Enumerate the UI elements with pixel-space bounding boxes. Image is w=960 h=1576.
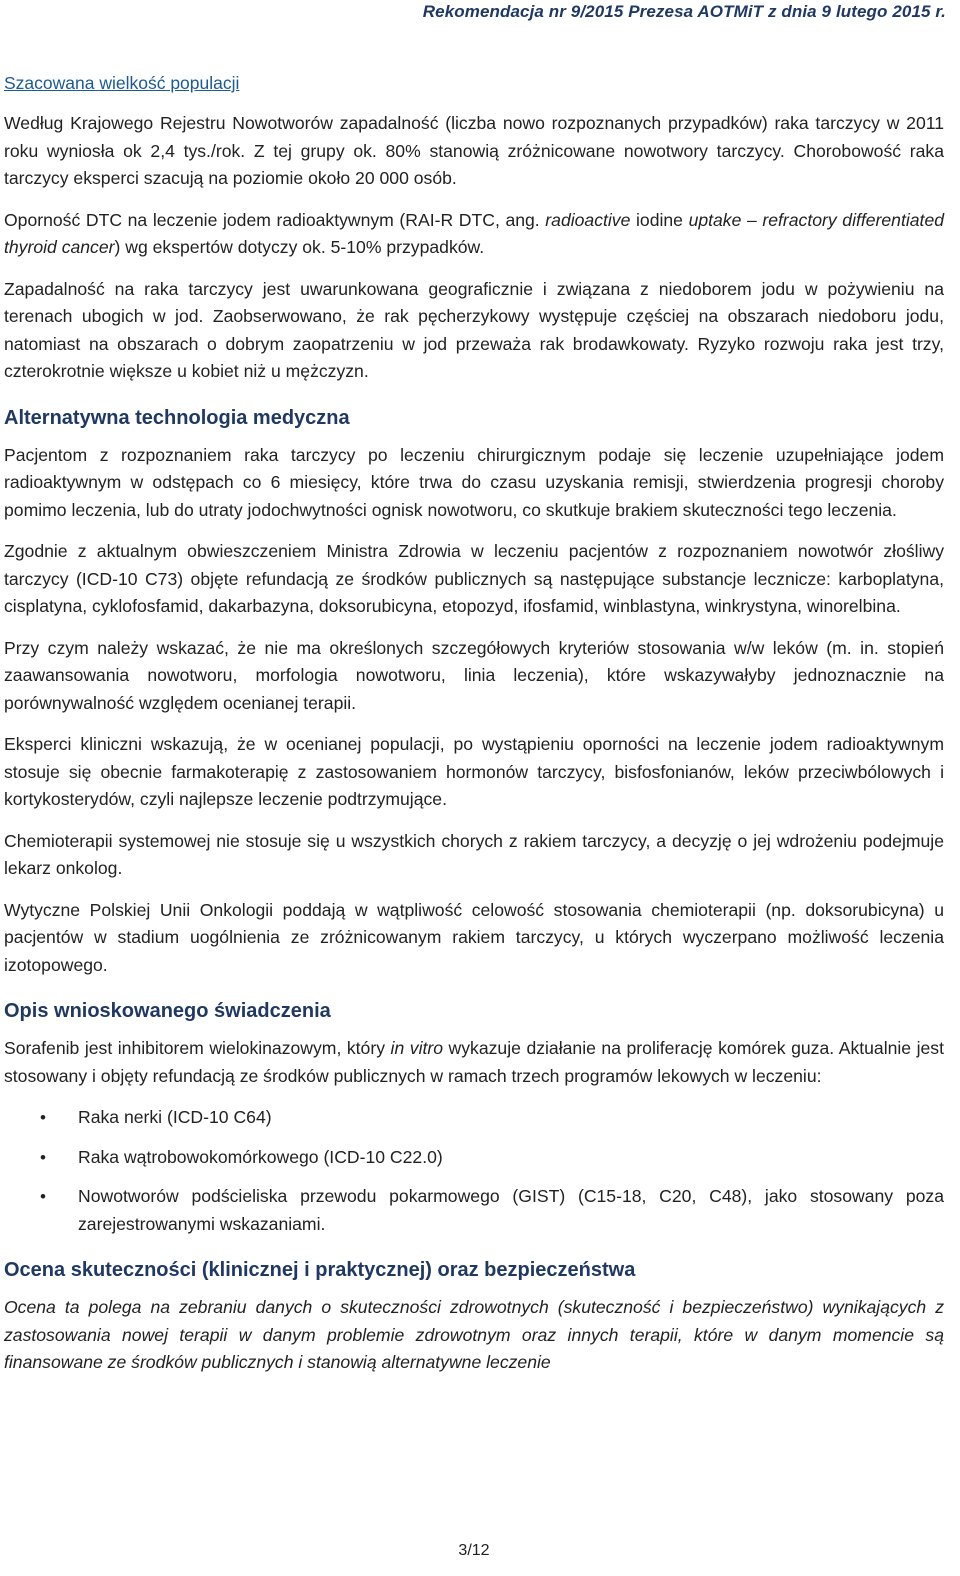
paragraph-incidence: Według Krajowego Rejestru Nowotworów zapadalność (liczba nowo rozpoznanych przypadków) raka tarczycy w 2011 roku wyniosła ok 2,4 tys./rok. Z tej grupy ok. 80% stanowią zróżnicowane nowotwory tarczycy. Chorobowość raka tarczycy eksperci szacują na poziomie około 20 000 osób. [4,113,944,188]
section-title-efficacy: Ocena skuteczności (klinicznej i praktycznej) oraz bezpieczeństwa [4,1259,636,1281]
text-segment: Sorafenib jest inhibitorem wielokinazowym, który [4,1038,391,1058]
italic-term: radioactive [545,209,631,230]
document-body [4,72,944,1391]
list-item: • Raka wątrobowokomórkowego (ICD-10 C22.0) [4,1144,944,1172]
section-title-alternative: Alternatywna technologia medyczna [4,406,350,429]
section-title-proposed: Opis wnioskowanego świadczenia [4,1000,331,1022]
paragraph-criteria: Przy czym należy wskazać, że nie ma określonych szczegółowych kryteriów stosowania w/w leków (m. in. stopień zaawansowania nowotworu, morfologia nowotworu, linia leczenia), które wskazywałyby jednoznacznie na porównywalność względem ocenianej terapii. [4,637,944,713]
page-number: 3/12 [458,1542,490,1559]
text-segment: ) wg ekspertów dotyczy ok. 5-10% przypadków. [114,237,485,257]
text-segment: Oporność DTC na leczenie jodem radioaktywnym (RAI-R DTC, ang. [4,209,546,230]
paragraph-chemotherapy: Chemioterapii systemowej nie stosuje się u wszystkich chorych z rakiem tarczycy, a decyzję o jej wdrożeniu podejmuje lekarz onkolog. [4,830,944,878]
paragraph-radioiodine: Pacjentom z rozpoznaniem raka tarczycy po leczeniu chirurgicznym podaje się leczenie uzupełniające jodem radioaktywnym w odstępach co 6 miesięcy, które trwa do czasu uzyskania remisji, stwierdzenia progresji choroby pomimo leczenia, lub do utraty jodochwytności ognisk nowotworu, co skutkuje brakiem skuteczności tego leczenia. [4,444,944,520]
paragraph-sorafenib [4,1035,944,1090]
paragraph-geography: Zapadalność na raka tarczycy jest uwarunkowana geograficznie i związana z niedoborem jodu w pożywieniu na terenach ubogich w jod. Zaobserwowano, że rak pęcherzykowy występuje częściej na obszarach niedoboru jodu, natomiast na obszarach o dobrym zaopatrzeniu w jod przeważa rak brodawkowaty. Ryzyko rozwoju raka jest trzy, czterokrotnie większe u kobiet niż u mężczyzn. [4,278,944,381]
paragraph-guidelines: Wytyczne Polskiej Unii Onkologii poddają w wątpliwość celowość stosowania chemioterapii (np. doksorubicyna) u pacjentów w stadium uogólnienia ze zróżnicowanym rakiem tarczycy, u których wyczerpano możliwość leczenia izotopowego. [4,899,944,975]
italic-term: uptake – refractory differentiated thyroid cancer [4,209,945,257]
paragraph-efficacy: Ocena ta polega na zebraniu danych o skuteczności zdrowotnych (skuteczność i bezpieczeństwo) wynikających z zastosowania nowej terapii w danym problemie zdrowotnym oraz innych terapii, które w danym momencie są finansowane ze środków publicznych i stanowią alternatywne leczenie [4,1297,944,1372]
italic-term: in vitro [390,1038,444,1058]
text-segment: wykazuje działanie na proliferację komórek guza. Aktualnie jest stosowany i objęty refundacją ze środków publicznych w ramach trzech programów lekowych w leczeniu: [4,1038,944,1086]
paragraph-reimbursed-substances: Zgodnie z aktualnym obwieszczeniem Ministra Zdrowia w leczeniu pacjentów z rozpoznaniem nowotwór złośliwy tarczycy (ICD-10 C73) objęte refundacją ze środków publicznych są następujące substancje lecznicze: karboplatyna, cisplatyna, cyklofosfamid, dakarbazyna, doksorubicyna, etopozyd, ifosfamid, winblastyna, winkrystyna, winorelbina. [4,541,944,616]
section-title-population[interactable]: Szacowana wielkość populacji [4,73,240,93]
indication-list [4,1104,944,1238]
text-segment: iodine [630,209,689,230]
paragraph-resistance [4,207,944,262]
paragraph-experts: Eksperci kliniczni wskazują, że w ocenianej populacji, po wystąpieniu oporności na leczenie jodem radioaktywnym stosuje się obecnie farmakoterapię z zastosowaniem hormonów tarczycy, bisfosfonianów, leków przeciwbólowych i kortykosterydów, czyli najlepsze leczenie podtrzymujące. [4,734,944,809]
page-header: Rekomendacja nr 9/2015 Prezesa AOTMiT z dnia 9 lutego 2015 r. [422,2,946,21]
list-item: • Raka nerki (ICD-10 C64) [4,1104,944,1132]
list-item: • Nowotworów podścieliska przewodu pokarmowego (GIST) (C15-18, C20, C48), jako stosowany poza zarejestrowanymi wskazaniami. [4,1183,944,1238]
